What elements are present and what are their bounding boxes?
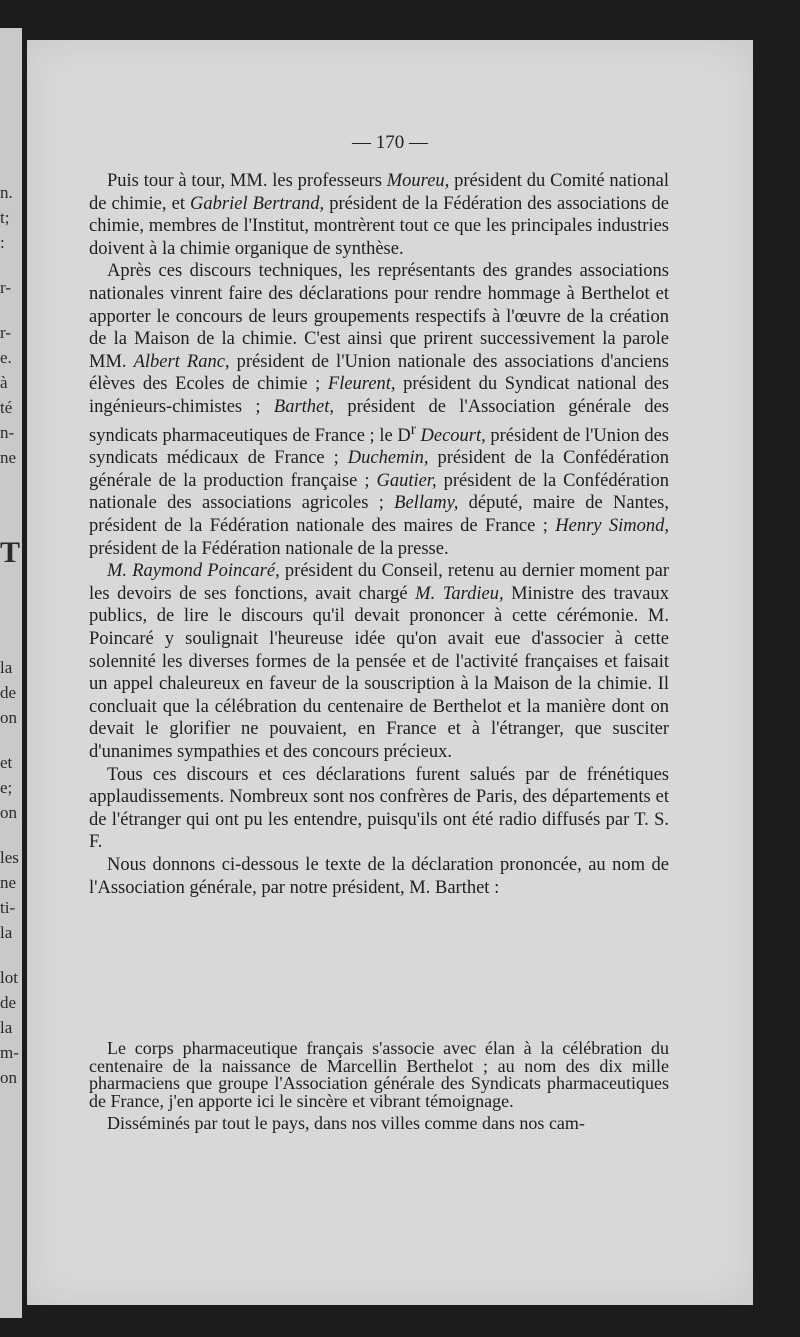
paragraph [89,854,669,899]
italic-name: Duchemin, [347,448,429,469]
text-run: Tous ces discours et ces déclarations furent salués par de frénétiques applaudissements. Nombreux sont nos confrères de Paris, des départements et de l'étranger qui ont pu les entendre, puisqu'ils ont été radio diffusés par T. S. F. [89,764,669,853]
text-run: président du Comité national de chimie, et [89,171,670,214]
text-run: président de la Fédération des associations de chimie, membres de l'Institut, montrèrent tout ce que les principales industries doivent à la chimie organique de synthèse. [89,193,670,259]
quote-paragraph: Le corps pharmaceutique français s'associe avec élan à la célébration du centenaire de la naissance de Marcellin Berthelot ; au nom des dix mille pharmaciens que groupe l'Association générale des Syndicats pharmaceutiques de France, j'en apporte ici le sincère et vibrant témoignage. [89,1038,669,1111]
text-run: Nous donnons ci-dessous le texte de la déclaration prononcée, au nom de l'Association générale, par notre président, M. Barthet : [89,854,669,898]
text-run: président de l'Association générale des syndicats pharmaceutiques de France ; le D [89,396,670,446]
text-run: Ministre des travaux publics, de lire le discours qu'il devait prononcer à cette cérémonie. M. Poincaré y soulignait l'heureuse idée qu'on avait eue d'associer à cette solennité les diverses formes de la pensée et de l'activité françaises et faisait un appel chaleureux en faveur de la souscription à la Maison de la chimie. Il concluait que la célébration du centenaire de Berthelot et la manière dont on devait le glorifier ne pouvaient, en France et à l'étranger, que susciter d'unanimes sympathies et des concours précieux. [89,583,669,762]
margin-fragment: T [0,536,21,569]
margin-fragment: e. [0,348,12,367]
margin-fragment: té [0,398,13,417]
margin-fragment: la [0,1018,13,1037]
margin-fragment: r- [0,278,11,297]
margin-fragment: n. [0,183,13,202]
italic-name: Barthet, [273,396,335,417]
text-run: président de l'Union nationale des associations d'anciens élèves des Ecoles de chimie ; [89,351,669,395]
margin-fragment: m- [0,1043,19,1062]
margin-fragment: ne [0,873,17,892]
italic-name: M. Raymond Poincaré, [107,561,280,582]
margin-fragment: e; [0,778,13,797]
margin-fragment: on [0,708,17,727]
margin-fragment: n- [0,423,15,442]
margin-fragment: r- [0,323,11,342]
margin-fragment: ne [0,448,17,467]
italic-name: Decourt, [420,425,486,446]
text-run: Puis tour à tour, MM. les professeurs [107,171,387,191]
margin-fragment: les [0,848,19,867]
paragraph [89,170,669,260]
text-run: président de la Confédération générale de la production française ; [89,448,669,491]
italic-name: Gabriel Bertrand, [190,193,325,214]
italic-name: M. Tardieu, [415,583,504,604]
paragraph [89,764,669,854]
margin-fragment: on [0,1068,17,1087]
text-run: président du Syndicat national des ingénieurs-chimistes ; [89,374,669,417]
margin-fragment: à [0,373,8,392]
margin-fragment: et [0,753,13,772]
margin-fragment: de [0,683,17,702]
superscript: r [410,420,416,438]
margin-fragment: la [0,923,13,942]
margin-fragment: la [0,658,13,677]
text-run: député, maire de Nantes, président de la Fédération nationale des maires de France ; [89,493,670,537]
margin-fragment: : [0,233,5,252]
adjacent-page-edge [0,28,22,1318]
margin-fragment: on [0,803,17,822]
body-text [89,170,669,899]
text-run: président de la Confédération nationale des associations agricoles ; [89,470,669,514]
italic-name: Bellamy, [394,493,459,514]
paragraph [89,260,669,560]
italic-name: Gautier, [376,470,437,491]
quote-paragraph: Disséminés par tout le pays, dans nos villes comme dans nos cam- [107,1113,585,1133]
paragraph [89,560,669,763]
text-run: Après ces discours techniques, les représentants des grandes associations nationales vinrent faire des déclarations pour rendre hommage à Berthelot et apporter le concours de leurs groupements respectifs à l'œuvre de la création de la Maison de la chimie. C'est ainsi que prirent successivement la parole MM. [89,261,669,372]
italic-name: Fleurent, [327,374,396,395]
margin-fragment: t; [0,208,10,227]
quoted-declaration [89,1040,669,1133]
margin-fragment: lot [0,968,18,987]
book-page [27,40,753,1305]
margin-fragment: de [0,993,17,1012]
margin-fragment: ti- [0,898,16,917]
text-run: président du Conseil, retenu au dernier moment par les devoirs de ses fonctions, avait chargé [89,561,669,604]
italic-name: Moureu, [386,171,450,191]
page-number: — 170 — [352,132,428,153]
italic-name: Albert Ranc, [133,351,230,372]
text-run: président de la Fédération nationale de la presse. [89,538,449,559]
italic-name: Henry Simond, [555,516,670,537]
text-run: président de l'Union des syndicats médicaux de France ; [89,425,669,469]
